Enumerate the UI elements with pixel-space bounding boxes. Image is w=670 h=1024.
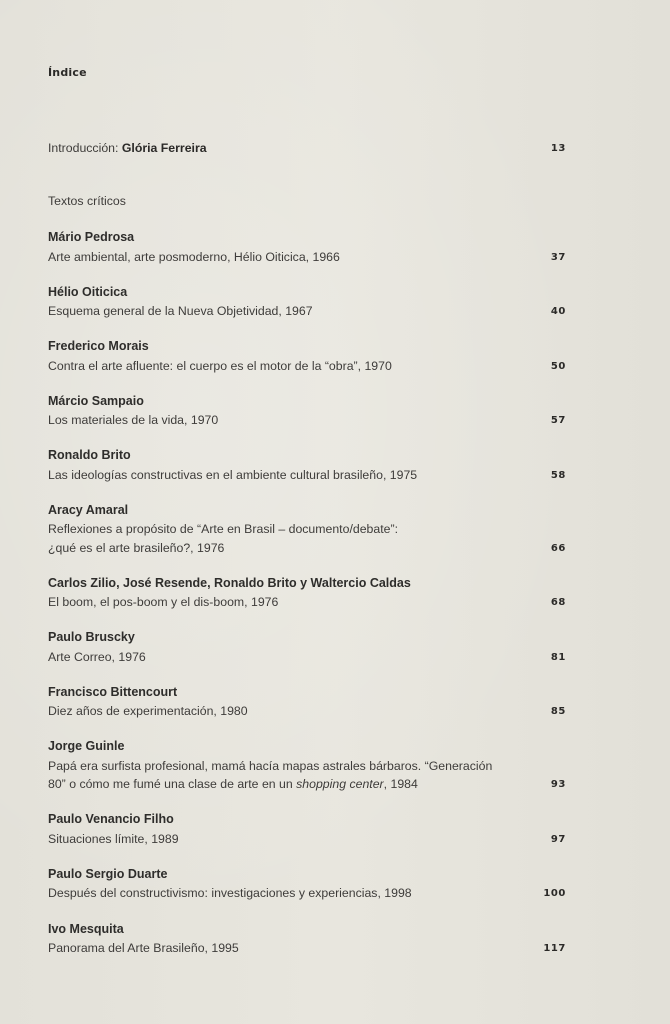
entry-title: Situaciones límite, 1989 <box>48 832 179 846</box>
entry-author: Paulo Bruscky <box>48 630 135 644</box>
entry-title: Las ideologías constructivas en el ambiente cultural brasileño, 1975 <box>48 468 418 482</box>
entry-title: Arte Correo, 1976 <box>48 650 146 664</box>
intro-author: Glória Ferreira <box>121 141 207 155</box>
entry-page-number: 81 <box>550 652 566 663</box>
entry-title: El boom, el pos-boom y el dis-boom, 1976 <box>48 595 279 609</box>
entry-author: Ivo Mesquita <box>48 922 124 936</box>
intro-line <box>48 139 207 157</box>
entry-page-number: 37 <box>550 252 566 263</box>
entry-author: Aracy Amaral <box>48 503 129 517</box>
entry-page-number: 100 <box>543 888 566 899</box>
entry-page-number: 117 <box>543 943 566 954</box>
entry-title: Después del constructivismo: investigaciones y experiencias, 1998 <box>48 886 412 900</box>
entry-page-number: 58 <box>550 470 566 481</box>
entry-title-continued: ¿qué es el arte brasileño?, 1976 <box>48 541 225 555</box>
entry-title: Esquema general de la Nueva Objetividad, 1967 <box>48 304 313 318</box>
entry-author: Francisco Bittencourt <box>48 685 178 699</box>
entry-author: Hélio Oiticica <box>48 285 128 299</box>
entry-author: Paulo Sergio Duarte <box>48 867 168 881</box>
entry-title: Diez años de experimentación, 1980 <box>48 704 248 718</box>
entry-author: Carlos Zilio, José Resende, Ronaldo Brito y Waltercio Caldas <box>48 576 411 590</box>
entry-author: Jorge Guinle <box>48 739 125 753</box>
entry-page-number: 50 <box>550 361 566 372</box>
entry-page-number: 68 <box>550 597 566 608</box>
entry-author: Márcio Sampaio <box>48 394 144 408</box>
intro-label: Introducción: <box>48 141 119 155</box>
entry-title-tail: , 1984 <box>383 777 418 791</box>
entry-page-number: 57 <box>550 415 566 426</box>
entry-page-number: 93 <box>550 779 566 790</box>
index-heading: Índice <box>48 66 87 79</box>
entry-page-number: 66 <box>550 543 566 554</box>
entry-title-continued <box>48 775 418 793</box>
entry-title: Papá era surfista profesional, mamá hacía mapas astrales bárbaros. “Generación <box>48 759 493 773</box>
entry-author: Mário Pedrosa <box>48 230 135 244</box>
entry-author: Frederico Morais <box>48 339 149 353</box>
entry-title: Los materiales de la vida, 1970 <box>48 413 219 427</box>
entry-author: Paulo Venancio Filho <box>48 812 174 826</box>
entry-page-number: 40 <box>550 306 566 317</box>
entry-title: Reflexiones a propósito de “Arte en Brasil – documento/debate”: <box>48 522 398 536</box>
entry-title: Contra el arte afluente: el cuerpo es el motor de la “obra”, 1970 <box>48 359 392 373</box>
entry-title: Panorama del Arte Brasileño, 1995 <box>48 941 239 955</box>
entry-title-italic: shopping center <box>296 777 384 791</box>
intro-page-number: 13 <box>550 143 566 154</box>
section-label: Textos críticos <box>48 194 126 208</box>
entry-page-number: 97 <box>550 834 566 845</box>
entry-author: Ronaldo Brito <box>48 448 131 462</box>
entry-title-part: 80” o cómo me fumé una clase de arte en un <box>48 777 297 791</box>
entry-title: Arte ambiental, arte posmoderno, Hélio Oiticica, 1966 <box>48 250 340 264</box>
entry-page-number: 85 <box>550 706 566 717</box>
